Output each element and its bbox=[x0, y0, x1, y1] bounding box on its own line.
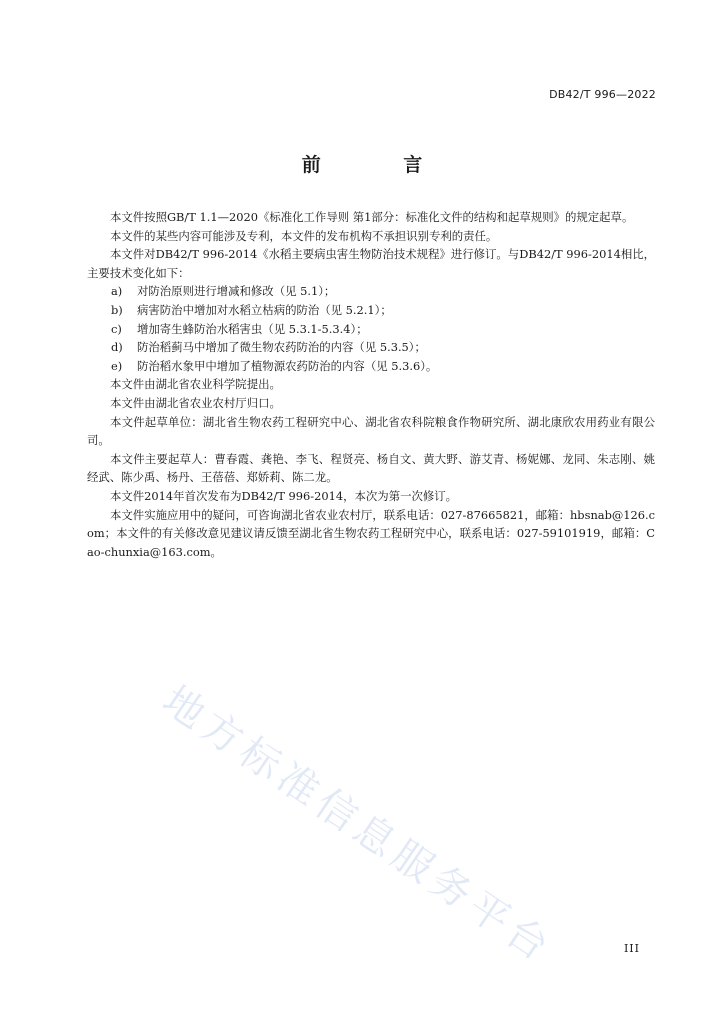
list-item bbox=[87, 338, 655, 357]
paragraph-proposer: 本文件由湖北省农业科学院提出。 bbox=[110, 377, 281, 392]
list-item-text: 增加寄生蜂防治水稻害虫（见 5.3.1-5.3.4）； bbox=[137, 321, 368, 336]
paragraph-patent-notice: 本文件的某些内容可能涉及专利，本文件的发布机构不承担识别专利的责任。 bbox=[110, 228, 498, 243]
list-item bbox=[87, 282, 655, 301]
page-title: 前 言 bbox=[301, 154, 461, 176]
paragraph-history: 本文件2014年首次发布为DB42/T 996-2014，本次为第一次修订。 bbox=[110, 488, 458, 503]
list-item-text: 对防治原则进行增减和修改（见 5.1）； bbox=[137, 284, 336, 299]
paragraph-revision-intro: 本文件对DB42/T 996-2014《水稻主要病虫害生物防治技术规程》进行修订。与DB42/T 996-2014相比，主要技术变化如下： bbox=[87, 247, 655, 280]
list-item bbox=[87, 301, 655, 320]
list-item-text: 防治稻蓟马中增加了微生物农药防治的内容（见 5.3.5）； bbox=[137, 340, 426, 355]
list-marker: c) bbox=[111, 321, 122, 336]
paragraph-drafting-units: 本文件起草单位：湖北省生物农药工程研究中心、湖北省农科院粮食作物研究所、湖北康欣农用药业有限公司。 bbox=[87, 414, 655, 448]
list-marker: a) bbox=[111, 284, 123, 299]
watermark: 地方标准信息服务平台 bbox=[154, 677, 562, 973]
document-code: DB42/T 996—2022 bbox=[549, 88, 656, 101]
list-item bbox=[87, 320, 655, 339]
list-marker: b) bbox=[111, 302, 123, 317]
list-marker: e) bbox=[111, 358, 123, 373]
page-number: III bbox=[623, 942, 640, 955]
list-marker: d) bbox=[111, 340, 123, 355]
paragraph-drafting-basis: 本文件按照GB/T 1.1—2020《标准化工作导则 第1部分：标准化文件的结构和起草规则》的规定起草。 bbox=[110, 210, 634, 224]
paragraph-administrator: 本文件由湖北省农业农村厅归口。 bbox=[110, 395, 281, 410]
paragraph-drafters: 本文件主要起草人：曹春霞、龚艳、李飞、程贤亮、杨自文、黄大野、游艾青、杨妮娜、龙同、朱志刚、姚经武、陈少禹、杨丹、王蓓蓓、郑娇莉、陈二龙。 bbox=[87, 451, 655, 485]
list-item-text: 病害防治中增加对水稻立枯病的防治（见 5.2.1）； bbox=[137, 302, 392, 317]
list-item-text: 防治稻水象甲中增加了植物源农药防治的内容（见 5.3.6）。 bbox=[137, 358, 438, 373]
list-item bbox=[87, 357, 655, 376]
foreword-body bbox=[87, 208, 655, 561]
paragraph-contact: 本文件实施应用中的疑问，可咨询湖北省农业农村厅，联系电话：027-87665821，邮箱：hbsnab@126.com；本文件的有关修改意见建议请反馈至湖北省生物农药工程研究中心，联系电话：027-59101919，邮箱：Cao-chunxia@163.com。 bbox=[87, 507, 655, 559]
